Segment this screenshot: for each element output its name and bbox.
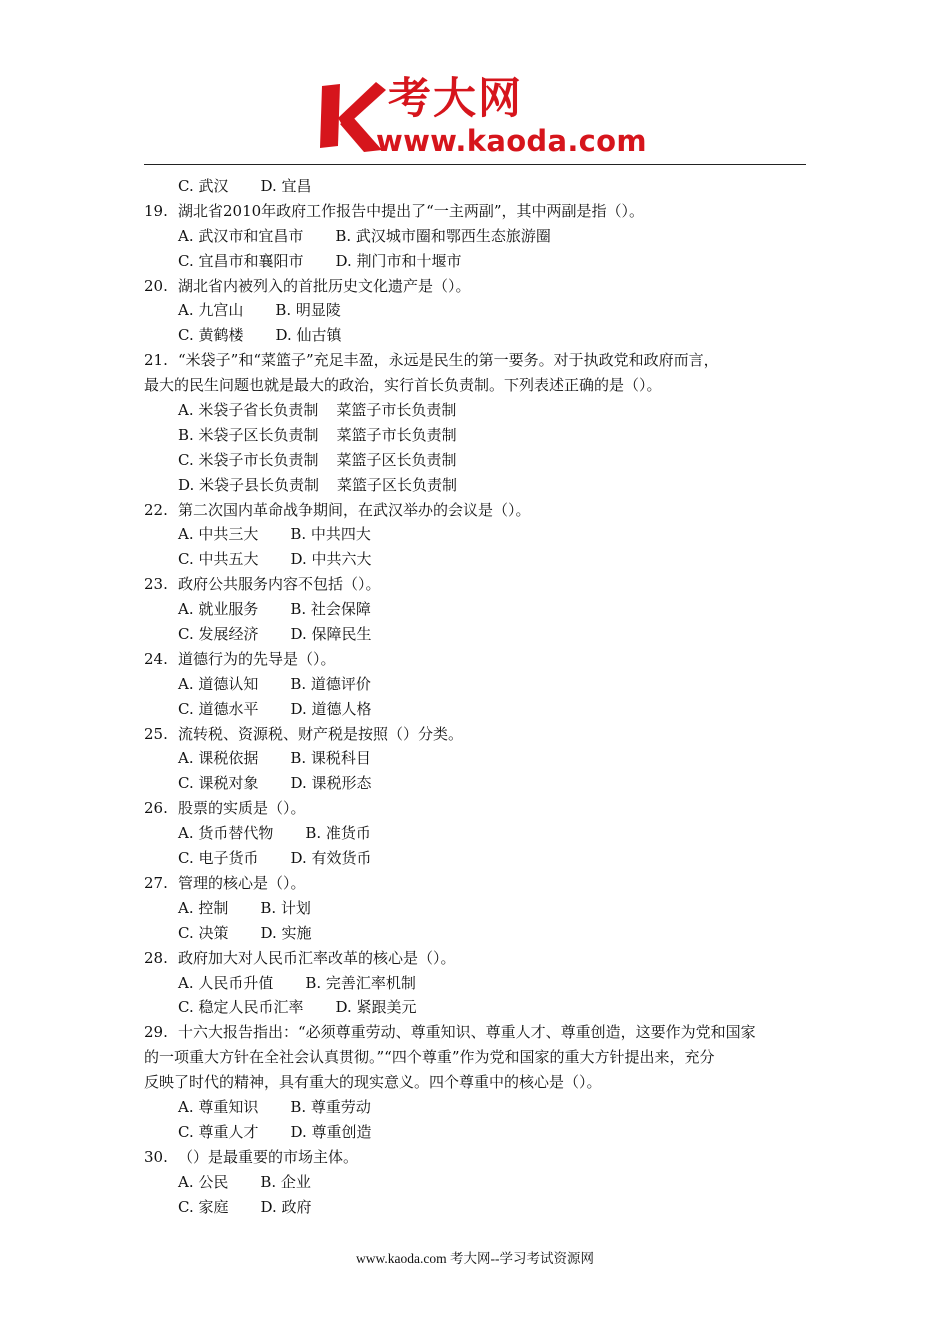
option-line — [144, 896, 808, 921]
option-text: B. 准货币 — [305, 824, 371, 843]
question-line — [144, 647, 808, 672]
option-text: A. 尊重知识 — [178, 1097, 259, 1116]
option-text: B. 米袋子区长负责制 — [178, 425, 319, 444]
option-line — [144, 846, 808, 871]
option-text: B. 中共四大 — [290, 525, 371, 544]
option-text: B. 计划 — [260, 898, 311, 917]
question-text: （）是最重要的市场主体。 — [178, 1147, 359, 1166]
option-text: 菜篮子区长负责制 — [337, 475, 458, 494]
option-text: C. 尊重人才 — [178, 1122, 259, 1141]
question-line — [144, 722, 808, 747]
logo-url: www.kaoda.com — [376, 124, 647, 158]
option-line — [144, 298, 808, 323]
option-text: 菜篮子区长负责制 — [336, 450, 457, 469]
question-line — [144, 572, 808, 597]
site-logo — [318, 74, 647, 160]
question-line — [144, 1020, 808, 1045]
option-line — [144, 423, 808, 448]
question-text: 第二次国内革命战争期间，在武汉举办的会议是（）。 — [178, 500, 531, 519]
option-text: C. 家庭 — [178, 1197, 229, 1216]
option-text: D. 课税形态 — [290, 774, 372, 793]
option-text: 菜篮子市长负责制 — [336, 401, 457, 420]
question-number: 20. — [144, 276, 168, 295]
question-number: 21. — [144, 351, 168, 370]
option-line — [144, 448, 808, 473]
option-text: D. 有效货币 — [290, 849, 372, 868]
option-line — [144, 1095, 808, 1120]
header-divider — [144, 164, 806, 165]
option-text: D. 实施 — [260, 923, 312, 942]
option-text: D. 宜昌 — [260, 177, 312, 195]
option-text: D. 保障民生 — [290, 625, 372, 644]
question-continuation: 最大的民生问题也就是最大的政治，实行首长负责制。下列表述正确的是（）。 — [144, 376, 662, 395]
question-line — [144, 348, 808, 373]
option-line — [144, 1170, 808, 1195]
option-text: D. 政府 — [260, 1197, 312, 1216]
question-number: 26. — [144, 799, 168, 818]
option-text: C. 武汉 — [178, 177, 229, 195]
option-line — [144, 971, 808, 996]
option-text: A. 控制 — [178, 898, 229, 917]
option-text: A. 货币替代物 — [178, 824, 274, 843]
option-line — [144, 622, 808, 647]
option-text: D. 仙古镇 — [275, 326, 342, 345]
question-line — [144, 1145, 808, 1170]
question-continuation: 反映了时代的精神，具有重大的现实意义。四个尊重中的核心是（）。 — [144, 1073, 602, 1092]
option-text: B. 道德评价 — [290, 674, 371, 693]
option-text: A. 武汉市和宜昌市 — [178, 226, 304, 245]
option-text: C. 道德水平 — [178, 699, 259, 718]
option-text: C. 宜昌市和襄阳市 — [178, 251, 304, 270]
option-line — [144, 672, 808, 697]
question-text: 十六大报告指出：“必须尊重劳动、尊重知识、尊重人才、尊重创造，这要作为党和国家 — [178, 1023, 756, 1042]
option-text: B. 尊重劳动 — [290, 1097, 371, 1116]
option-line — [144, 547, 808, 572]
question-number: 23. — [144, 575, 168, 594]
option-text: A. 人民币升值 — [178, 973, 274, 992]
question-number: 28. — [144, 948, 168, 967]
logo-chinese-name: 考大网 — [388, 74, 523, 124]
option-line — [144, 597, 808, 622]
option-line — [144, 323, 808, 348]
question-line — [144, 796, 808, 821]
page-footer: www.kaoda.com 考大网--学习考试资源网 — [356, 1251, 594, 1266]
question-line — [144, 946, 808, 971]
option-text: D. 中共六大 — [290, 550, 372, 569]
option-text: C. 中共五大 — [178, 550, 259, 569]
question-text: 流转税、资源税、财产税是按照（）分类。 — [178, 724, 464, 743]
option-line — [144, 224, 808, 249]
question-number: 19. — [144, 201, 168, 220]
option-text: D. 米袋子县长负责制 — [178, 475, 320, 494]
question-text: 股票的实质是（）。 — [178, 799, 306, 818]
question-text: 湖北省2010年政府工作报告中提出了“一主两副”，其中两副是指（）。 — [178, 201, 645, 220]
option-line — [144, 473, 808, 498]
question-text: 湖北省内被列入的首批历史文化遗产是（）。 — [178, 276, 471, 295]
option-text: C. 黄鹤楼 — [178, 326, 244, 345]
option-line — [144, 821, 808, 846]
option-line — [144, 174, 808, 199]
option-text: D. 荆门市和十堰市 — [335, 251, 462, 270]
option-line — [144, 697, 808, 722]
question-line — [144, 199, 808, 224]
option-line — [144, 1120, 808, 1145]
question-number: 24. — [144, 649, 168, 668]
question-number: 29. — [144, 1023, 168, 1042]
option-text: B. 完善汇率机制 — [305, 973, 416, 992]
option-text: B. 课税科目 — [290, 749, 371, 768]
option-text: A. 中共三大 — [178, 525, 259, 544]
option-text: D. 尊重创造 — [290, 1122, 372, 1141]
option-text: C. 发展经济 — [178, 625, 259, 644]
question-continuation: 的一项重大方针在全社会认真贯彻。”“四个尊重”作为党和国家的重大方针提出来，充分 — [144, 1048, 715, 1067]
option-text: D. 紧跟美元 — [335, 998, 417, 1017]
option-text: D. 道德人格 — [290, 699, 372, 718]
option-text: B. 社会保障 — [290, 600, 371, 619]
option-text: B. 武汉城市圈和鄂西生态旅游圈 — [335, 226, 551, 245]
question-list — [144, 174, 808, 1219]
option-text: B. 明显陵 — [275, 301, 341, 320]
option-line — [144, 921, 808, 946]
option-line — [144, 249, 808, 274]
option-line — [144, 398, 808, 423]
option-text: C. 课税对象 — [178, 774, 259, 793]
question-text: 管理的核心是（）。 — [178, 873, 306, 892]
question-number: 30. — [144, 1147, 168, 1166]
option-text: C. 米袋子市长负责制 — [178, 450, 319, 469]
option-line — [144, 522, 808, 547]
question-text: 政府公共服务内容不包括（）。 — [178, 575, 381, 594]
question-number: 27. — [144, 873, 168, 892]
option-text: C. 电子货币 — [178, 849, 259, 868]
option-text: B. 企业 — [260, 1172, 311, 1191]
option-line — [144, 995, 808, 1020]
option-text: C. 稳定人民币汇率 — [178, 998, 304, 1017]
question-number: 22. — [144, 500, 168, 519]
question-number: 25. — [144, 724, 168, 743]
question-text: 道德行为的先导是（）。 — [178, 649, 336, 668]
question-line — [144, 871, 808, 896]
question-line — [144, 274, 808, 299]
question-text: “米袋子”和“菜篮子”充足丰盈，永远是民生的第一要务。对于执政党和政府而言， — [178, 351, 719, 370]
option-text: A. 课税依据 — [178, 749, 259, 768]
option-text: A. 九宫山 — [178, 301, 244, 320]
option-text: A. 道德认知 — [178, 674, 259, 693]
option-text: 菜篮子市长负责制 — [336, 425, 457, 444]
option-text: A. 米袋子省长负责制 — [178, 401, 319, 420]
option-line — [144, 1195, 808, 1220]
option-text: A. 公民 — [178, 1172, 229, 1191]
question-line — [144, 498, 808, 523]
option-text: A. 就业服务 — [178, 600, 259, 619]
option-text: C. 决策 — [178, 923, 229, 942]
question-text: 政府加大对人民币汇率改革的核心是（）。 — [178, 948, 456, 967]
option-line — [144, 746, 808, 771]
option-line — [144, 771, 808, 796]
